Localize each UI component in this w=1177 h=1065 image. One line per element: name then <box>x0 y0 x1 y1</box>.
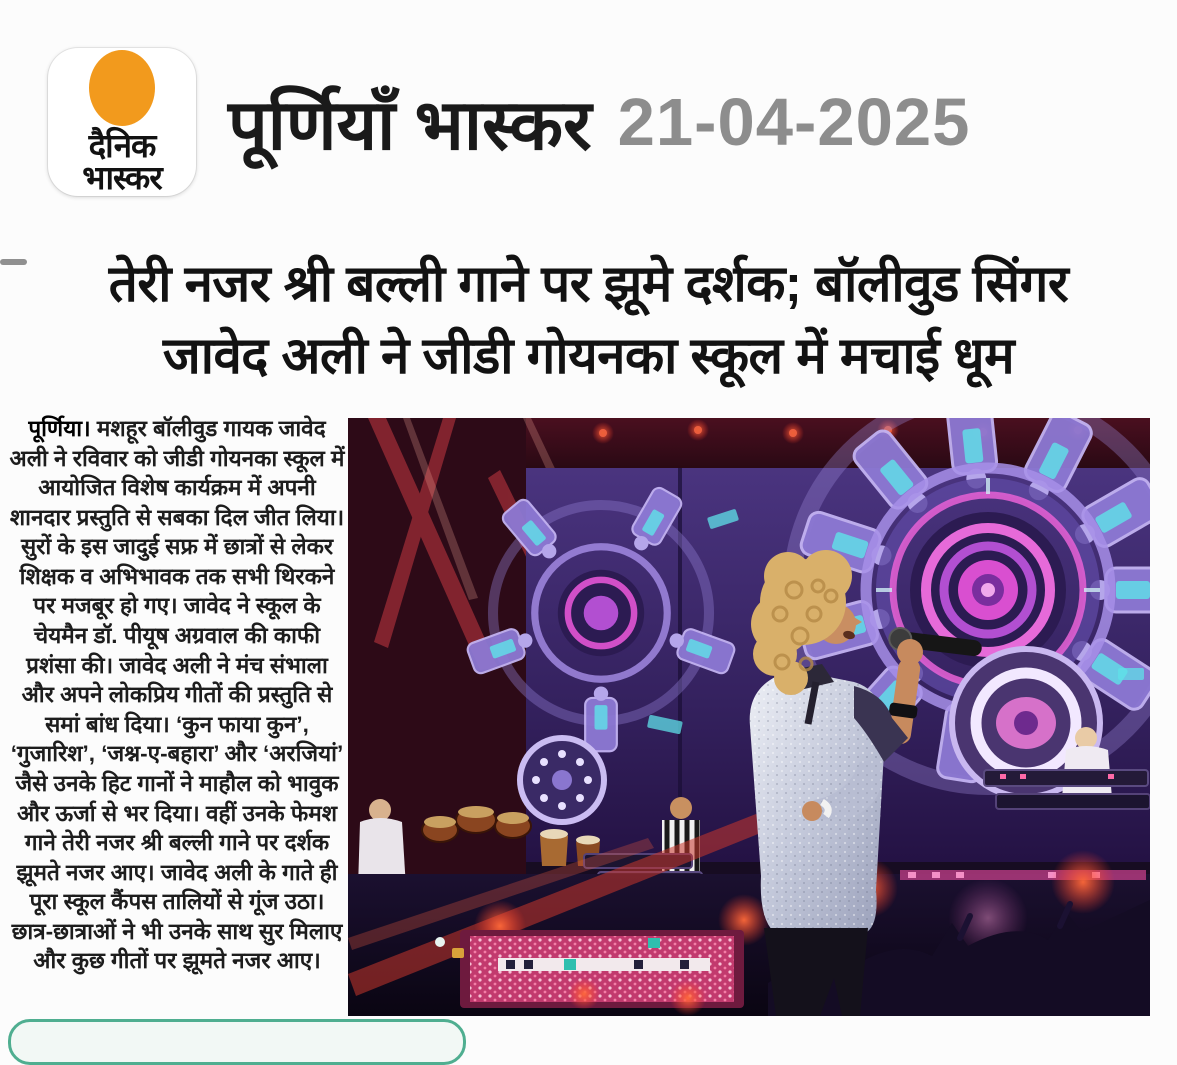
concert-photo <box>348 418 1150 1016</box>
article-text: मशहूर बॉलीवुड गायक जावेद अली ने रविवार को जीडी गोयनका स्कूल में आयोजित विशेष कार्यक्रम में अपनी शानदार प्रस्तुति से सबका दिल जीत लिया। सुरों के इस जादुई सफ्र में छात्रों से लेकर शिक्षक व अभिभावक तक सभी थिरकने पर मजबूर हो गए। जावेद ने स्कूल के चेयमैन डॉ. पीयूष अग्रवाल की काफी प्रशंसा की। जावेद अली ने मंच संभाला और अपने लोकप्रिय गीतों की प्रस्तुति से समां बांध दिया। ‘कुन फाया कुन’, ‘गुजारिश’, ‘जश्न-ए-बहारा’ और ‘अरजियां’ जैसे उनके हिट गानों ने माहौल को भावुक और ऊर्जा से भर दिया। वहीं उनके फेमश गाने तेरी नजर श्री बल्ली गाने पर दर्शक झूमते नजर आए। जावेद अली के गाते ही पूरा स्कूल कैंपस तालियों से गूंज उठा। छात्र-छात्राओं ने भी उनके साथ सुर मिलाए और कुछ गीतों पर झूमते नजर आए। <box>9 416 345 974</box>
headline-line-2: जावेद अली ने जीडी गोयनका स्कूल में मचाई धूम <box>162 327 1015 385</box>
sun-icon <box>89 50 155 126</box>
dainik-bhaskar-logo <box>48 48 196 196</box>
headline-line-1: तेरी नजर श्री बल्ली गाने पर झूमे दर्शक; बॉलीवुड सिंगर <box>108 255 1069 312</box>
edition-date: 21-04-2025 <box>617 84 971 160</box>
masthead <box>48 46 970 198</box>
article-dateline: पूर्णिया। <box>28 416 91 441</box>
logo-line1: दैनिक <box>88 126 156 164</box>
article-body <box>8 414 346 976</box>
logo-line2: भास्कर <box>82 159 162 196</box>
next-section-card <box>8 1019 466 1065</box>
concert-photo-art <box>348 418 1150 1016</box>
edition-title: पूर्णियाँ भास्कर <box>228 86 592 164</box>
logo-text <box>82 126 162 196</box>
article-headline <box>30 248 1147 393</box>
margin-dash <box>0 259 27 265</box>
